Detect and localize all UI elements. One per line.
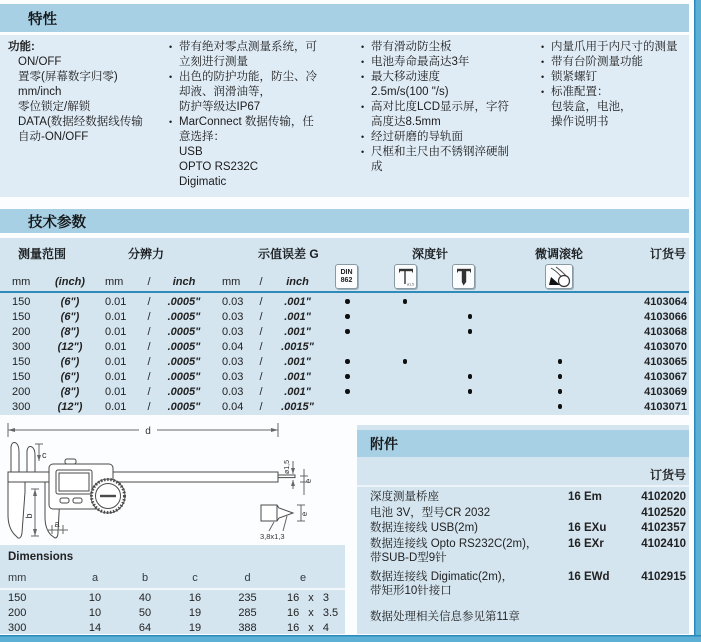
option-dot (468, 329, 473, 334)
feature-line: 防护等级达IP67 (179, 101, 261, 113)
resolution-mm-value: 0.01 (105, 355, 127, 368)
option-dot (345, 359, 350, 364)
option-dot-cell-din (325, 296, 370, 308)
feature-line: OPTO RS232C (179, 161, 259, 173)
spec-table-row (0, 369, 689, 384)
accessory-description-line: 数据连接线 USB(2m) (370, 522, 478, 534)
col-header-depth-rod: 深度针 (412, 247, 449, 261)
dimensions-row (0, 621, 345, 636)
subheader-slash: / (259, 276, 263, 288)
option-dot (403, 299, 408, 304)
feature-line: 内量爪用于内尺寸的测量 (551, 41, 678, 53)
feature-item (540, 40, 688, 55)
option-dot-cell-din (325, 311, 370, 323)
dimensions-row (0, 606, 345, 621)
features-column-functions (8, 40, 166, 145)
order-number: 4103071 (644, 400, 687, 413)
svg-text:e: e (300, 511, 309, 517)
error-mm-value: 0.03 (222, 325, 244, 338)
feature-line: 高度达8.5mm (371, 116, 441, 128)
option-dot (468, 389, 473, 394)
feature-line: 成 (371, 161, 383, 173)
subheader-slash: / (147, 276, 151, 288)
resolution-mm-value: 0.01 (105, 340, 127, 353)
slash: / (147, 310, 151, 323)
accessories-header-label: 附件 (370, 435, 398, 452)
accessories-order-number-header: 订货号 (649, 468, 686, 482)
col-header-thumb-roller: 微调滚轮 (535, 247, 584, 261)
slash: / (147, 355, 151, 368)
range-inch-value: (12") (57, 340, 83, 353)
accessory-description-line: 深度测量桥座 (370, 491, 439, 503)
dimensions-title: Dimensions (8, 551, 74, 563)
subheader-res-inch: inch (172, 276, 196, 288)
bullet-glyph: • (541, 42, 545, 52)
order-number: 4103067 (644, 370, 687, 383)
feature-line: 尺框和主尺由不锈钢淬硬制 (371, 146, 509, 158)
subheader-range-inch: (inch) (55, 276, 85, 288)
option-dot (558, 389, 563, 394)
accessory-description-line: 数据连接线 Digimatic(2m)， (370, 570, 514, 583)
feature-line: 经过研磨的导轨面 (371, 131, 463, 143)
accessory-order-number: 4102915 (641, 570, 686, 583)
page-edge-bar-bottom (0, 635, 701, 642)
spec-table-row (0, 399, 689, 414)
spec-table-row (0, 384, 689, 399)
function-item: 零位锁定/解锁 (18, 101, 91, 113)
resolution-inch-value: .0005" (167, 325, 201, 338)
accessory-description-line: 带矩形10针接口 (370, 585, 452, 597)
accessory-order-number: 4102520 (641, 506, 686, 519)
col-header-error-limit: 示值误差 G (258, 247, 319, 261)
slash: / (259, 385, 263, 398)
order-number: 4103069 (644, 385, 687, 398)
resolution-inch-value: .0005" (167, 355, 201, 368)
accessory-description (370, 570, 568, 599)
feature-line: 操作说明书 (551, 116, 609, 128)
accessory-code: 16 EXu (568, 522, 607, 534)
slash: / (259, 325, 263, 338)
accessory-row (370, 490, 686, 505)
dimensions-cell: 40 (138, 592, 152, 604)
accessory-code: 16 EXr (568, 537, 604, 550)
dimensions-col-header: c (192, 572, 198, 584)
resolution-inch-value: .0005" (167, 295, 201, 308)
option-dot-cell-roller (500, 386, 620, 398)
error-inch-value: .0015" (281, 400, 314, 413)
accessory-order-number: 4102410 (641, 537, 686, 550)
option-dot-cell-din (325, 371, 370, 383)
feature-line: 带有台阶测量功能 (551, 56, 643, 68)
dimensions-row (0, 591, 345, 606)
function-item: ON/OFF (18, 56, 62, 68)
range-inch-value: (6") (60, 370, 80, 383)
function-item: mm/inch (18, 86, 62, 98)
dimensions-col-header: e (300, 572, 307, 584)
slash: / (259, 310, 263, 323)
option-dot-cell-depth-flat (440, 326, 500, 338)
option-dot (468, 374, 473, 379)
bullet-glyph: • (169, 42, 173, 52)
accessories-divider (357, 485, 689, 487)
order-number: 4103064 (644, 295, 687, 308)
page-edge-bar-right (694, 0, 701, 642)
range-inch-value: (12") (57, 400, 83, 413)
col-header-measuring-range: 测量范围 (18, 247, 67, 261)
resolution-mm-value: 0.01 (105, 370, 127, 383)
feature-line: 锁紧螺钉 (551, 71, 597, 83)
feature-line: 2.5m/s(100 "/s) (371, 86, 449, 98)
feature-line: 立刻进行测量 (179, 56, 248, 68)
dimensions-body (0, 591, 345, 636)
accessory-description-line: 电池 3V，型号CR 2032 (370, 506, 491, 519)
accessory-code: 16 EWd (568, 570, 610, 583)
range-inch-value: (6") (60, 295, 80, 308)
order-number: 4103065 (644, 355, 687, 368)
spec-subheader-row (0, 274, 689, 290)
feature-item (540, 85, 688, 130)
features-column-3 (360, 40, 538, 175)
bullet-glyph: • (169, 117, 173, 127)
feature-line: USB (179, 146, 203, 158)
feature-item (540, 55, 688, 70)
range-mm-value: 150 (12, 295, 31, 308)
feature-line: MarConnect 数据传输，任 (179, 116, 314, 128)
bullet-glyph: • (361, 102, 365, 112)
option-dot (403, 359, 408, 364)
slash: / (147, 400, 151, 413)
svg-text:a: a (54, 519, 60, 529)
option-dot-cell-din (325, 356, 370, 368)
accessory-description (370, 506, 568, 521)
error-inch-value: .001" (284, 370, 311, 383)
option-dot (345, 329, 350, 334)
range-mm-value: 150 (12, 370, 31, 383)
spec-table-row (0, 294, 689, 309)
dimensions-cell: 150 (8, 592, 27, 604)
spec-table-body (0, 294, 689, 414)
svg-text:b: b (24, 513, 34, 519)
dimensions-cell: 50 (138, 607, 152, 619)
accessory-row (370, 537, 686, 566)
accessory-description (370, 537, 568, 566)
bullet-glyph: • (361, 132, 365, 142)
range-mm-value: 150 (12, 355, 31, 368)
error-inch-value: .001" (284, 385, 311, 398)
feature-line: 高对比度LCD显示屏，字符 (371, 101, 510, 113)
range-mm-value: 300 (12, 340, 31, 353)
dimensions-col-header: d (244, 572, 251, 584)
error-mm-value: 0.04 (222, 400, 244, 413)
range-inch-value: (6") (60, 310, 80, 323)
range-inch-value: (8") (60, 325, 80, 338)
resolution-mm-value: 0.01 (105, 400, 127, 413)
option-dot-cell-din (325, 386, 370, 398)
feature-line: 电池寿命最高达3年 (371, 56, 470, 68)
accessory-description-line: 带SUB-D型9针 (370, 552, 447, 564)
col-header-order-number: 订货号 (649, 247, 686, 261)
bullet-glyph: • (361, 147, 365, 157)
order-number: 4103068 (644, 325, 687, 338)
option-dot-cell-depth-round (370, 296, 440, 308)
slash: / (147, 295, 151, 308)
slash: / (259, 340, 263, 353)
range-mm-value: 300 (12, 400, 31, 413)
option-dot-cell-depth-flat (440, 371, 500, 383)
option-dot-cell-roller (500, 371, 620, 383)
svg-text:d: d (145, 426, 151, 437)
spec-table-row (0, 339, 689, 354)
option-dot-cell-roller (500, 356, 620, 368)
option-dot-cell-depth-flat (440, 386, 500, 398)
feature-line: 包装盒，电池， (551, 101, 632, 113)
features-header-label: 特性 (28, 11, 57, 28)
feature-item (168, 70, 358, 115)
slash: / (147, 340, 151, 353)
svg-text:ø1,5: ø1,5 (284, 459, 291, 475)
din-icon-line2: 862 (340, 276, 353, 284)
error-inch-value: .001" (284, 325, 311, 338)
function-item: 置零(屏幕数字归零) (18, 71, 118, 83)
resolution-inch-value: .0005" (167, 400, 201, 413)
accessory-description (370, 490, 568, 505)
resolution-mm-value: 0.01 (105, 295, 127, 308)
error-inch-value: .001" (284, 355, 311, 368)
slash: / (259, 370, 263, 383)
feature-line: 标准配置： (551, 86, 609, 98)
dimensions-cell: 388 (238, 622, 257, 634)
option-dot (558, 359, 563, 364)
caliper-technical-drawing (5, 417, 353, 543)
feature-line: 却液、润滑油等， (179, 86, 271, 98)
dimensions-col-header: mm (8, 572, 27, 584)
bullet-glyph: • (361, 57, 365, 67)
error-mm-value: 0.03 (222, 385, 244, 398)
spec-table-row (0, 354, 689, 369)
feature-line: Digimatic (179, 176, 227, 188)
bullet-glyph: • (541, 72, 545, 82)
option-dot (468, 314, 473, 319)
accessories-list (370, 490, 686, 624)
dimensions-cell: 10 (88, 607, 102, 619)
dimensions-cell: 14 (88, 622, 102, 634)
option-dot-cell-depth-flat (440, 311, 500, 323)
feature-item (360, 70, 538, 100)
specs-header-label: 技术参数 (28, 214, 86, 231)
dimensions-cell: 16 x 4 (287, 622, 329, 634)
order-number: 4103070 (644, 340, 687, 353)
features-column-2 (168, 40, 358, 190)
accessory-code: 16 Em (568, 491, 602, 503)
feature-line: 出色的防护功能，防尘、冷 (179, 71, 317, 83)
dimensions-cell: 19 (188, 607, 202, 619)
dimensions-cell: 19 (188, 622, 202, 634)
feature-item (360, 100, 538, 130)
accessory-row (370, 570, 686, 599)
option-dot (558, 374, 563, 379)
svg-text:e: e (304, 478, 313, 484)
feature-line: 带有绝对零点测量系统，可 (179, 41, 317, 53)
spec-table-row (0, 309, 689, 324)
dimensions-col-header: b (141, 572, 149, 584)
order-number: 4103066 (644, 310, 687, 323)
din-icon-line1: DIN (340, 268, 353, 276)
dimensions-cell: 16 (188, 592, 202, 604)
error-mm-value: 0.03 (222, 355, 244, 368)
bullet-glyph: • (541, 57, 545, 67)
option-dot-cell-din (325, 326, 370, 338)
error-inch-value: .0015" (281, 340, 314, 353)
resolution-inch-value: .0005" (167, 310, 201, 323)
svg-text:c: c (42, 450, 47, 460)
dimensions-cell: 200 (8, 607, 27, 619)
subheader-res-mm: mm (105, 276, 124, 288)
svg-text:ø1,5: ø1,5 (406, 282, 414, 286)
feature-item (168, 40, 358, 70)
dimensions-cell: 300 (8, 622, 27, 634)
error-mm-value: 0.04 (222, 340, 244, 353)
resolution-mm-value: 0.01 (105, 385, 127, 398)
error-mm-value: 0.03 (222, 295, 244, 308)
slash: / (147, 325, 151, 338)
specs-section-header (0, 209, 689, 233)
bullet-glyph: • (361, 72, 365, 82)
spec-table-row (0, 324, 689, 339)
slash: / (259, 400, 263, 413)
slash: / (259, 295, 263, 308)
bullet-glyph: • (541, 87, 545, 97)
accessory-row (370, 521, 686, 536)
function-item: DATA(数据经数据线传输 (18, 116, 143, 128)
feature-line: 最大移动速度 (371, 71, 440, 83)
option-dot (345, 374, 350, 379)
dimensions-cell: 64 (138, 622, 152, 634)
resolution-mm-value: 0.01 (105, 310, 127, 323)
option-dot-cell-depth-round (370, 356, 440, 368)
bullet-glyph: • (361, 42, 365, 52)
resolution-inch-value: .0005" (167, 340, 201, 353)
col-header-resolution: 分辨力 (128, 247, 165, 261)
feature-item (360, 55, 538, 70)
range-mm-value: 200 (12, 325, 31, 338)
slash: / (259, 355, 263, 368)
dimensions-cell: 16 x 3.5 (287, 607, 339, 619)
feature-line: 带有滑动防尘板 (371, 41, 452, 53)
option-dot (345, 299, 350, 304)
accessory-description-line: 数据连接线 Opto RS232C(2m)， (370, 537, 538, 550)
accessory-order-number: 4102020 (641, 491, 686, 503)
option-dot (345, 314, 350, 319)
subheader-err-inch: inch (286, 276, 309, 288)
dimensions-cell: 16 x 3 (287, 592, 329, 604)
accessories-note: 数据处理相关信息参见第11章 (370, 610, 520, 623)
slash: / (147, 385, 151, 398)
accessory-description (370, 521, 568, 536)
feature-item (168, 115, 358, 190)
accessories-section-header (357, 430, 689, 457)
function-item: 自动-ON/OFF (18, 131, 89, 143)
feature-item (540, 70, 688, 85)
error-mm-value: 0.03 (222, 310, 244, 323)
range-mm-value: 150 (12, 310, 31, 323)
feature-item (360, 145, 538, 175)
option-dot-cell-roller (500, 401, 620, 413)
dimensions-table (0, 545, 345, 634)
accessory-code (568, 506, 634, 521)
features-panel (0, 35, 689, 197)
bullet-glyph: • (169, 72, 173, 82)
features-section-header (0, 4, 689, 32)
slash: / (147, 370, 151, 383)
accessories-panel (357, 425, 689, 634)
range-mm-value: 200 (12, 385, 31, 398)
dimensions-col-header: a (91, 572, 99, 584)
dimensions-header-row (0, 572, 345, 584)
range-inch-value: (6") (60, 355, 80, 368)
resolution-inch-value: .0005" (167, 385, 201, 398)
resolution-mm-value: 0.01 (105, 325, 127, 338)
dimensions-cell: 10 (88, 592, 102, 604)
error-inch-value: .001" (284, 310, 311, 323)
dimensions-cell: 285 (238, 607, 257, 619)
functions-title: 功能: (8, 41, 35, 53)
feature-line: 意选择： (179, 131, 225, 143)
dimensions-divider (0, 588, 345, 590)
svg-text:3,8x1,3: 3,8x1,3 (260, 532, 285, 541)
accessory-row (370, 506, 686, 521)
table-header-divider (0, 291, 689, 293)
error-inch-value: .001" (284, 295, 311, 308)
subheader-range-mm: mm (12, 276, 31, 288)
range-inch-value: (8") (60, 385, 80, 398)
feature-item (360, 130, 538, 145)
feature-item (360, 40, 538, 55)
resolution-inch-value: .0005" (167, 370, 201, 383)
dimensions-cell: 235 (238, 592, 257, 604)
spec-table (0, 238, 689, 415)
features-column-4 (540, 40, 688, 130)
option-dot (558, 404, 563, 409)
accessory-order-number: 4102357 (641, 522, 686, 534)
subheader-err-mm: mm (222, 276, 241, 288)
error-mm-value: 0.03 (222, 370, 244, 383)
option-dot (345, 389, 350, 394)
